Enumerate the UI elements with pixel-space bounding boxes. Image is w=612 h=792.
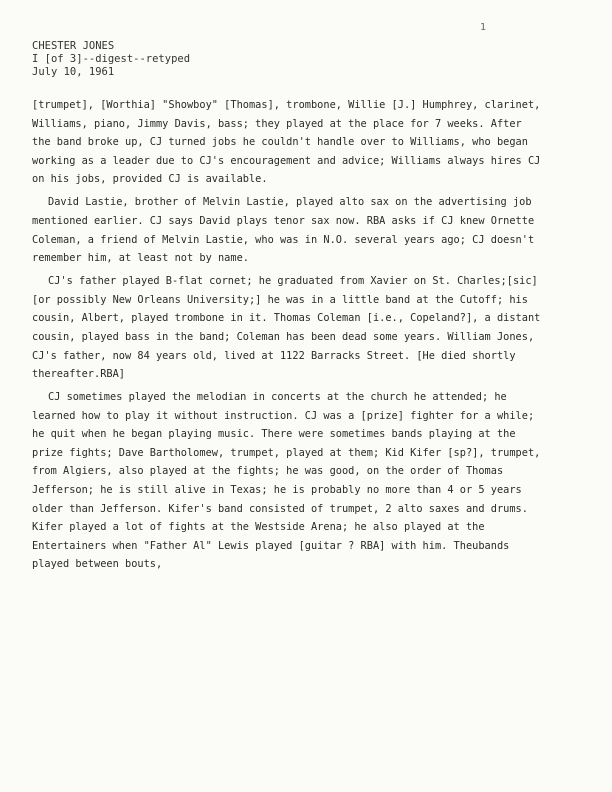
document-header [32,40,190,79]
page-number: 1 [480,22,487,33]
interviewee-name: CHESTER JONES [32,40,115,52]
transcript-body [32,96,542,578]
paragraph-2: David Lastie, brother of Melvin Lastie, played alto sax on the advertising job mentioned earlier. CJ says David plays tenor sax now. RBA asks if CJ knew Ornette Coleman, a friend of Melvin Lastie, who was in N.O. several years ago; CJ doesn't remember him, at least not by name. [32,196,535,265]
paragraph-3: CJ's father played B-flat cornet; he graduated from Xavier on St. Charles;[sic] [or possibly New Orleans University;] he was in a little band at the Cutoff; his cousin, Albert, played trombone in it. Thomas Coleman [i.e., Copeland?], a distant cousin, played bass in the band; Coleman has been dead some years. William Jones, CJ's father, now 84 years old, lived at 1122 Barracks Street. [He died shortly thereafter.RBA] [32,275,541,381]
paragraph-1: [trumpet], [Worthia] "Showboy" [Thomas], trombone, Willie [J.] Humphrey, clarinet, Williams, piano, Jimmy Davis, bass; they played at the place for 7 weeks. After the band broke up, CJ turned jobs he couldn't handle over to Williams, who began working as a leader due to CJ's encouragement and advice; Williams always hires CJ on his jobs, provided CJ is available. [32,99,541,186]
paragraph-4: CJ sometimes played the melodian in concerts at the church he attended; he learned how to play it without instruction. CJ was a [prize] fighter for a while; he quit when he began playing music. There were sometimes bands playing at the prize fights; Dave Bartholomew, trumpet, played at them; Kid Kifer [sp?], trumpet, from Algiers, also played at the fights; he was good, on the order of Thomas Jefferson; he is still alive in Texas; he is probably no more than 4 or 5 years older than Jefferson. Kifer's band consisted of trumpet, 2 alto saxes and drums. Kifer played a lot of fights at the Westside Arena; he also played at the Entertainers when "Father Al" Lewis played [guitar ? RBA] with him. Theubands played between bouts, [32,391,541,571]
reel-info: I [of 3]--digest--retyped [32,53,191,65]
interview-date: July 10, 1961 [32,66,115,78]
